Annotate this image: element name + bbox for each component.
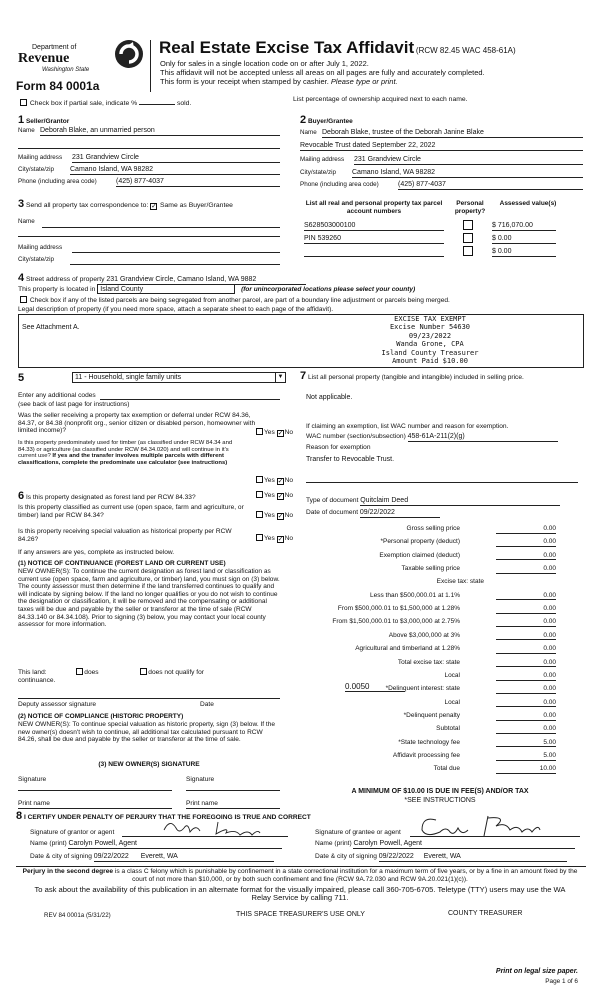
- tax-row: [300, 632, 556, 643]
- timber-question: Is this property predominately used for timber (as classified under RCW 84.34 and 84.33) or agriculture (as classified under RCW 84.34.020) and will continue in it's current use?: [18, 440, 233, 460]
- tax-row-value[interactable]: 0.00: [496, 645, 556, 654]
- tax-row-label: Agricultural and timberland at 1.28%: [355, 645, 460, 653]
- historic-no-checkbox[interactable]: ✓: [277, 536, 284, 543]
- reason-field[interactable]: Transfer to Revocable Trust.: [306, 456, 395, 463]
- section-7-number: 7: [300, 370, 307, 382]
- partial-sale-label: Check box if partial sale, indicate %: [29, 100, 138, 107]
- doc-type-label: Type of document: [306, 497, 359, 504]
- alternate-format-note: To ask about the availability of this publication in an alternate format for the visually impaired, please call 360-705-6705. Teletype (TTY) users may use the WA Relay Service by calling 711.: [34, 885, 566, 903]
- exemption-no-label: No: [284, 429, 294, 436]
- continuance-label: continuance.: [18, 677, 56, 684]
- parcel-personal-checkbox-3[interactable]: [463, 246, 473, 256]
- revenue-wordmark: Revenue: [18, 51, 70, 66]
- does-not-qualify-checkbox[interactable]: [140, 668, 147, 675]
- tax-row: [300, 592, 556, 603]
- corr-mail-field[interactable]: [72, 252, 280, 253]
- segregated-checkbox[interactable]: [20, 296, 27, 303]
- buyer-mail-label: Mailing address: [300, 156, 345, 163]
- exemption-no-checkbox[interactable]: ✓: [277, 430, 284, 437]
- forest-question: Is this property designated as forest land per RCW 84.33?: [25, 494, 196, 501]
- certify-title: I CERTIFY UNDER PENALTY OF PERJURY THAT THE FOREGOING IS TRUE AND CORRECT: [23, 814, 311, 821]
- this-land-label: This land:: [18, 669, 47, 676]
- historic-question: Is this property receiving special valuation as historical property per RCW 84.26?: [18, 528, 232, 543]
- tax-row: [300, 752, 556, 763]
- section-3-label: Send all property tax correspondence to:: [25, 202, 149, 209]
- tax-row: [300, 699, 556, 710]
- tax-row-label: From $1,500,000.01 to $3,000,000 at 2.75%: [332, 618, 460, 626]
- corr-mail-label: Mailing address: [18, 244, 63, 251]
- section-8-number: 8: [16, 810, 23, 822]
- tax-row-value[interactable]: 0.00: [496, 632, 556, 641]
- owner-signature-field-1[interactable]: [18, 790, 172, 791]
- tax-row: [300, 565, 556, 576]
- deputy-signature-field[interactable]: [18, 698, 280, 699]
- treasurer-use-label: THIS SPACE TREASURER'S USE ONLY: [236, 911, 365, 918]
- historic-yes-label: Yes: [264, 535, 275, 542]
- timber-yes-label: Yes: [264, 477, 275, 484]
- form-title: Real Estate Excise Tax Affidavit: [159, 38, 415, 57]
- additional-codes-note: (see back of last page for instructions): [18, 401, 130, 408]
- tax-row-value[interactable]: 0.00: [496, 552, 556, 561]
- seller-name-field[interactable]: Deborah Blake, an unmarried person: [40, 127, 280, 136]
- located-label: This property is located in: [18, 286, 96, 293]
- corr-name-field[interactable]: [42, 227, 280, 228]
- section-3-number: 3: [18, 198, 25, 210]
- wac-label: WAC number (section/subsection): [306, 433, 406, 440]
- owner-print-label-2: Print name: [186, 800, 218, 807]
- revenue-logo-icon: [112, 38, 146, 70]
- current-use-yes-label: Yes: [264, 512, 275, 519]
- parcel-personal-checkbox-1[interactable]: [463, 220, 473, 230]
- section-2-number: 2: [300, 114, 307, 126]
- tax-row: [300, 739, 556, 750]
- seller-city-label: City/state/zip: [18, 166, 55, 173]
- tax-row-label: Taxable selling price: [401, 565, 460, 573]
- buyer-name-label: Name: [300, 129, 317, 136]
- doc-date-field[interactable]: 09/22/2022: [360, 509, 440, 518]
- header-divider: [150, 40, 151, 92]
- tax-row-label: *Delinquent penalty: [403, 711, 460, 719]
- legal-size-note: Print on legal size paper.: [495, 968, 578, 975]
- forest-yes-label: Yes: [264, 492, 275, 499]
- grantor-name-label: Name (print): [30, 840, 67, 847]
- owner-signature-label-2: Signature: [186, 776, 215, 783]
- stamp-line-5: Island County Treasurer: [381, 348, 479, 357]
- dor-logo: [14, 38, 154, 96]
- segregated-label: Check box if any of the listed parcels are being segregated from another parcel, are part of a boundary line adjustment or parcels being merged.: [29, 297, 450, 304]
- form-number: Form 84 0001a: [16, 79, 100, 93]
- see-instructions-note: *SEE INSTRUCTIONS: [404, 797, 476, 804]
- tax-row-label: Affidavit processing fee: [392, 751, 460, 759]
- tax-row-label: Local: [444, 671, 460, 679]
- section-2-title: Buyer/Grantee: [307, 118, 353, 125]
- header-note-3: This form is your receipt when stamped by cashier.: [160, 77, 329, 86]
- tax-row-label: *State technology fee: [398, 738, 460, 746]
- deputy-signature-label: Deputy assessor signature: [18, 701, 97, 708]
- timber-no-label: No: [284, 477, 294, 484]
- dept-of-label: Department of: [32, 44, 77, 51]
- current-use-no-label: No: [284, 512, 294, 519]
- forest-no-checkbox[interactable]: ✓: [277, 493, 284, 500]
- tax-row-label: *Delinquent interest: state: [385, 685, 460, 693]
- grantee-city-field[interactable]: Everett, WA: [423, 853, 461, 860]
- tax-row-value[interactable]: 0.00: [496, 618, 556, 627]
- tax-row-label: *Personal property (deduct): [380, 538, 460, 546]
- stamp-line-6: Amount Paid $10.00: [392, 357, 468, 366]
- land-use-select[interactable]: [72, 372, 286, 383]
- tax-row-label: Total excise tax: state: [397, 658, 460, 666]
- current-use-no-checkbox[interactable]: ✓: [277, 513, 284, 520]
- corr-city-field[interactable]: [70, 264, 280, 265]
- tax-row-value[interactable]: 0.00: [496, 672, 556, 681]
- legal-description-label: Legal description of property (if you need more space, attach a separate sheet to each page of the affidavit).: [18, 306, 334, 313]
- doc-type-field[interactable]: Quitclaim Deed: [360, 497, 560, 506]
- seller-mail-label: Mailing address: [18, 154, 63, 161]
- stamp-line-3: 09/23/2022: [408, 331, 452, 340]
- seller-phone-label: Phone (including area code): [18, 178, 97, 185]
- section-4-number: 4: [18, 272, 25, 284]
- new-owner-signature-title: (3) NEW OWNER(S) SIGNATURE: [98, 761, 200, 768]
- timber-note: If yes and the transfer involves multiple parcels with different classifications, complete the predominate use calculator (see instructions): [18, 453, 228, 466]
- grantee-date-label: Date & city of signing: [315, 853, 377, 860]
- tax-row-value[interactable]: 0.00: [496, 605, 556, 614]
- forest-yes-checkbox[interactable]: [256, 491, 263, 498]
- tax-row-label: Less than $500,000.01 at 1.1%: [370, 591, 460, 599]
- tax-row-label: From $500,000.01 to $1,500,000 at 1.28%: [337, 605, 460, 613]
- legal-description-value: See Attachment A.: [22, 324, 80, 331]
- parcel-header-accounts: List all real and personal property tax parcel account numbers: [305, 200, 443, 215]
- tax-row: [300, 685, 556, 696]
- same-as-buyer-label: Same as Buyer/Grantee: [159, 202, 233, 209]
- tax-row: [300, 538, 556, 549]
- tax-row: [300, 525, 556, 536]
- section-6-number: 6: [18, 490, 25, 502]
- tax-row-value[interactable]: 5.00: [496, 739, 556, 748]
- partial-sale-sold: sold.: [176, 100, 192, 107]
- current-use-yes-checkbox[interactable]: [256, 511, 263, 518]
- timber-no-checkbox[interactable]: ✓: [277, 478, 284, 485]
- tax-row: [300, 605, 556, 616]
- grantor-date-field[interactable]: 09/22/2022: [93, 853, 129, 860]
- tax-row: [300, 725, 556, 736]
- tax-row: [300, 672, 556, 683]
- tax-row-label: Gross selling price: [406, 525, 460, 532]
- tax-row-label: Local: [444, 698, 460, 706]
- wac-field[interactable]: 458-61A-211(2)(g): [408, 433, 558, 442]
- forest-no-label: No: [284, 492, 294, 499]
- washington-state-label: Washington State: [42, 67, 90, 73]
- stamp-line-1: EXCISE TAX EXEMPT: [394, 315, 466, 323]
- corr-city-label: City/state/zip: [18, 256, 55, 263]
- grantee-name-field[interactable]: Carolyn Powell, Agent: [353, 840, 575, 849]
- perjury-text: is a class C felony which is punishable by confinement in a state correctional institution for a maximum term of five years, or by a fine in an amount fixed by the court of not more than $10,000, or by both such confinement and fine (RCW 9A.72.030 and RCW 9A.20.021(1)(c)).: [113, 868, 578, 883]
- tax-row-value[interactable]: 0.00: [496, 712, 556, 721]
- unincorporated-note: (for unincorporated locations please select your county): [241, 286, 416, 293]
- form-rcw: (RCW 82.45 WAC 458-61A): [415, 46, 516, 55]
- additional-codes-label: Enter any additional codes: [18, 392, 96, 399]
- grantee-date-field[interactable]: 09/22/2022: [378, 853, 414, 860]
- tax-row-value[interactable]: 0.00: [496, 725, 556, 734]
- header-note-1: Only for sales in a single location code on or after July 1, 2022.: [160, 59, 369, 68]
- revision-label: REV 84 0001a (5/31/22): [44, 912, 111, 919]
- tax-row-value[interactable]: 0.00: [496, 699, 556, 708]
- tax-row-label: Total due: [433, 765, 460, 773]
- parcel-personal-checkbox-2[interactable]: [463, 233, 473, 243]
- buyer-phone-field[interactable]: (425) 877-4037: [398, 181, 583, 190]
- tax-row-value[interactable]: 0.00: [496, 592, 556, 601]
- tax-row: [300, 712, 556, 723]
- tax-row: [300, 578, 556, 589]
- stamp-line-2: Excise Number 54630: [389, 323, 471, 332]
- parcel-account-1[interactable]: S628503000100: [304, 222, 444, 231]
- tax-row: [300, 765, 556, 776]
- buyer-name-field-1[interactable]: Deborah Blake, trustee of the Deborah Janine Blake: [322, 129, 583, 138]
- local-rate-field[interactable]: 0.0050: [345, 682, 405, 692]
- doc-date-label: Date of document: [306, 509, 359, 516]
- tax-row-value[interactable]: 0.00: [496, 538, 556, 547]
- parcel-value-2[interactable]: $ 0.00: [492, 235, 556, 244]
- exemption-yes-checkbox[interactable]: [256, 428, 263, 435]
- grantee-signature-label: Signature of grantee or agent: [315, 829, 401, 836]
- seller-city-field[interactable]: Camano Island, WA 98282: [70, 166, 280, 175]
- corr-name-label: Name: [18, 218, 35, 225]
- tax-row: [300, 659, 556, 670]
- tax-row-label: Above $3,000,000 at 3%: [388, 631, 460, 639]
- deputy-date-label: Date: [200, 701, 214, 708]
- buyer-city-label: City/state/zip: [300, 169, 337, 176]
- section-5-number: 5: [18, 372, 25, 384]
- yes-instruction: If any answers are yes, complete as instructed below.: [18, 549, 175, 556]
- tax-row-value[interactable]: 0.00: [496, 525, 556, 534]
- grantor-signature-label: Signature of grantor or agent: [30, 829, 115, 836]
- parcel-account-3[interactable]: [304, 248, 444, 257]
- tax-row-label: Subtotal: [436, 725, 460, 733]
- same-as-buyer-checkbox[interactable]: ✓: [151, 203, 158, 210]
- grantor-name-field[interactable]: Carolyn Powell, Agent: [68, 840, 282, 849]
- owner-print-label-1: Print name: [18, 800, 50, 807]
- historic-notice-text: NEW OWNER(S): To continue special valuation as historic property, sign (3) below. If the new owner(s) doesn't wish to continue, all additional tax calculated pursuant to RCW 84.26, shall be due and payable by the seller or transferor at the time of sale.: [18, 721, 276, 744]
- section-1-number: 1: [18, 114, 25, 126]
- parcel-header-value: Assessed value(s): [499, 200, 557, 207]
- county-select[interactable]: Island County: [97, 284, 235, 294]
- historic-yes-checkbox[interactable]: [256, 534, 263, 541]
- reason-label: Reason for exemption: [306, 444, 371, 451]
- personal-property-value[interactable]: Not applicable.: [306, 394, 353, 401]
- tax-row-value[interactable]: 5.00: [496, 752, 556, 761]
- does-qualify-label: does: [84, 669, 99, 676]
- tax-row-value[interactable]: 10.00: [496, 765, 556, 774]
- tax-row: [300, 645, 556, 656]
- land-use-value: 11 - Household, single family units: [75, 374, 182, 381]
- historic-no-label: No: [284, 535, 294, 542]
- buyer-mail-field[interactable]: 231 Grandview Circle: [354, 156, 583, 165]
- street-field[interactable]: 231 Grandview Circle, Camano Island, WA 9882: [106, 276, 306, 285]
- grantor-signature-field[interactable]: [122, 818, 288, 837]
- stamp-line-4: Wanda Grone, CPA: [396, 340, 464, 349]
- buyer-city-field[interactable]: Camano Island, WA 98282: [352, 169, 583, 178]
- grantee-signature-mark: [416, 814, 566, 838]
- tax-row-label: Excise tax: state: [436, 578, 484, 586]
- buyer-name-field-2[interactable]: Revocable Trust dated September 22, 2022: [300, 142, 583, 151]
- tax-row-value[interactable]: 0.00: [496, 565, 556, 574]
- grantee-name-label: Name (print): [315, 840, 352, 847]
- owner-signature-label-1: Signature: [18, 776, 47, 783]
- current-use-question: Is this property classified as current use (open space, farm and agriculture, or timber) land per RCW 84.34?: [18, 504, 244, 519]
- street-label: Street address of property: [25, 276, 105, 283]
- tax-row: [300, 618, 556, 629]
- additional-codes-field[interactable]: [100, 399, 280, 400]
- parcel-value-1[interactable]: $ 716,070.00: [492, 222, 556, 231]
- grantor-date-label: Date & city of signing: [30, 853, 92, 860]
- seller-name-label: Name: [18, 127, 35, 134]
- treasurer-stamp: [350, 315, 510, 365]
- personal-property-label: List all personal property (tangible and intangible) included in selling price.: [307, 374, 524, 381]
- perjury-heading: Perjury in the second degree: [22, 868, 114, 875]
- continuance-title: (1) NOTICE OF CONTINUANCE (FOREST LAND OR CURRENT USE): [18, 560, 226, 567]
- grantor-signature-mark: [160, 818, 280, 836]
- continuance-text: NEW OWNER(S): To continue the current designation as forest land or classification as current use (open space, farm and agriculture, or timber) land, you must sign on (3) below. The county assessor must then determine if the land transferred continues to qualify and will indicate by signing below. If the land no longer qualifies or you do not wish to continue the designation or classification, it will be removed and the compensating or additional taxes will be due and payable by the seller or transferor at the time of sale (RCW 84.33.140 or 84.34.108). Prior to signing (3) below, you may contact your local county assessor for more information.: [18, 568, 280, 629]
- buyer-phone-label: Phone (including area code): [300, 181, 379, 188]
- section-1-title: Seller/Grantor: [25, 118, 70, 125]
- county-treasurer-label: COUNTY TREASURER: [448, 910, 523, 917]
- ownership-note: List percentage of ownership acquired next to each name.: [293, 96, 468, 103]
- seller-mail-field[interactable]: 231 Grandview Circle: [72, 154, 280, 163]
- parcel-header-personal: Personal property?: [454, 200, 486, 215]
- grantee-signature-field[interactable]: [410, 814, 580, 837]
- tax-row-value[interactable]: 0.00: [496, 685, 556, 694]
- type-or-print-note: Please type or print.: [330, 77, 398, 86]
- exemption-yes-label: Yes: [264, 429, 275, 436]
- does-not-qualify-label: does not qualify for: [148, 669, 204, 676]
- historic-notice-title: (2) NOTICE OF COMPLIANCE (HISTORIC PROPERTY): [18, 713, 184, 720]
- grantor-city-field[interactable]: Everett, WA: [140, 853, 178, 860]
- tax-row-value[interactable]: 0.00: [496, 659, 556, 668]
- seller-phone-field[interactable]: (425) 877-4037: [116, 178, 280, 187]
- timber-yes-checkbox[interactable]: [256, 476, 263, 483]
- parcel-value-3[interactable]: $ 0.00: [492, 248, 556, 257]
- owner-signature-field-2[interactable]: [186, 790, 280, 791]
- tax-row: [300, 552, 556, 563]
- page-number: Page 1 of 6: [545, 978, 578, 985]
- exemption-question: Was the seller receiving a property tax exemption or deferral under RCW 84.36, 84.37, or 84.38 (nonprofit org., senior citizen or disabled person, homeowner with limited income)?: [18, 412, 256, 435]
- minimum-due-note: A MINIMUM OF $10.00 IS DUE IN FEE(S) AND/OR TAX: [351, 788, 529, 795]
- header-note-2: This affidavit will not be accepted unless all areas on all pages are fully and accurately completed.: [160, 68, 485, 77]
- dropdown-arrow-icon[interactable]: ▼: [275, 373, 285, 383]
- exemption-claim-label: If claiming an exemption, list WAC number and reason for exemption.: [306, 423, 509, 430]
- tax-row-label: Exemption claimed (deduct): [379, 551, 460, 559]
- parcel-account-2[interactable]: PIN 539260: [304, 235, 444, 244]
- partial-sale-checkbox[interactable]: [20, 99, 27, 106]
- does-qualify-checkbox[interactable]: [76, 668, 83, 675]
